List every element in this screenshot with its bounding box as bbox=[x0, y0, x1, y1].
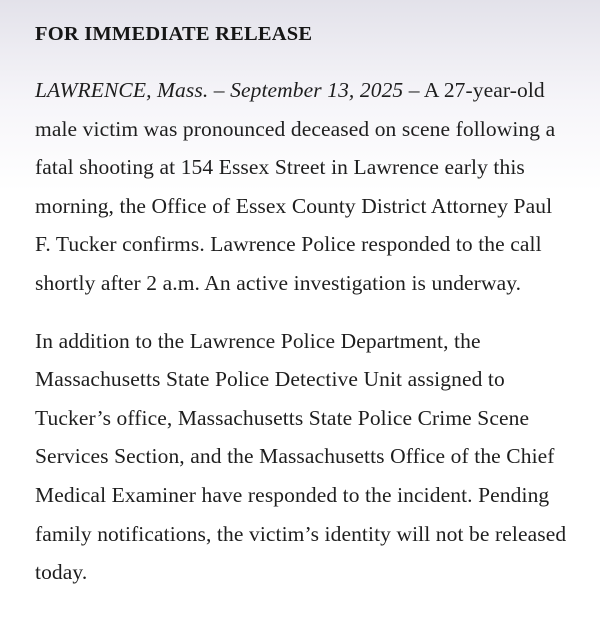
release-paragraph-1 bbox=[35, 71, 567, 303]
dateline: LAWRENCE, Mass. – September 13, 2025 – bbox=[35, 78, 420, 102]
paragraph-1-text: A 27-year-old male victim was pronounced deceased on scene following a fatal shooting at 154 Essex Street in Lawrence early this morning, the Office of Essex County District Attorney Paul F. Tucker confirms. Lawrence Police responded to the call shortly after 2 a.m. An active investigation is underway. bbox=[35, 78, 556, 295]
release-paragraph-2: In addition to the Lawrence Police Department, the Massachusetts State Police Detective Unit assigned to Tucker’s office, Massachusetts State Police Crime Scene Services Section, and the Massachusetts Office of the Chief Medical Examiner have responded to the incident. Pending family notifications, the victim’s identity will not be released today. bbox=[35, 328, 567, 585]
release-header: FOR IMMEDIATE RELEASE bbox=[35, 23, 313, 45]
